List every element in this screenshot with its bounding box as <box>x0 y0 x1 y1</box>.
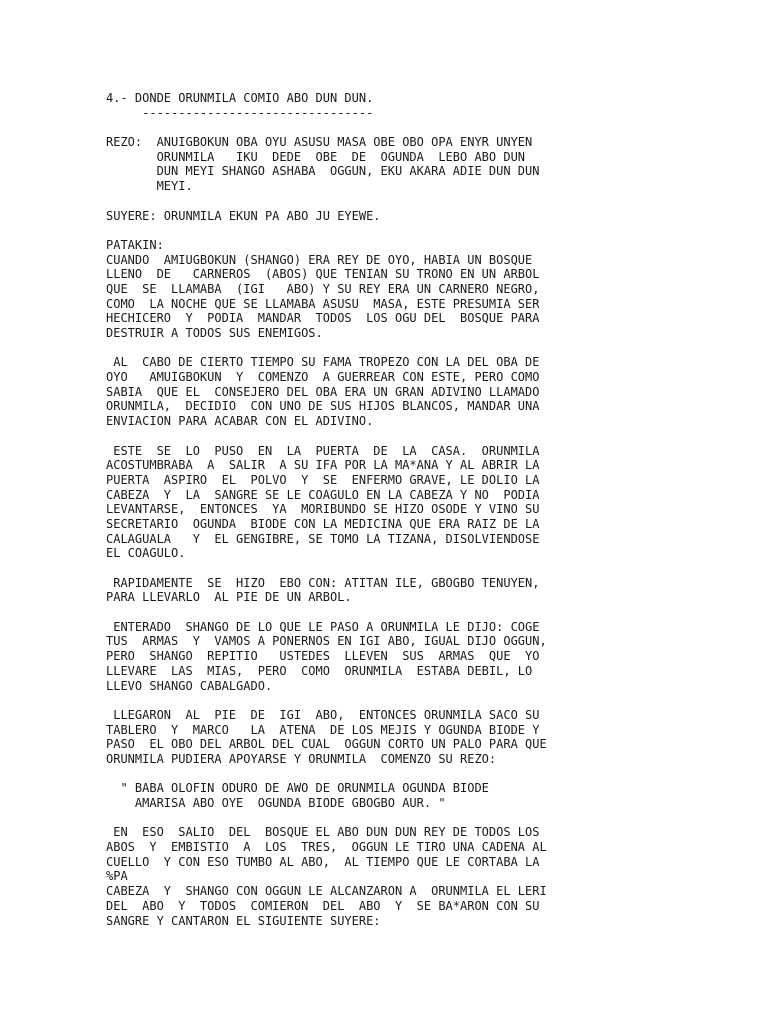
text-line: ORUNMILA PUDIERA APOYARSE Y ORUNMILA COMENZO SU REZO: <box>106 751 497 766</box>
text-line: %PA <box>106 869 128 884</box>
text-line: SABIA QUE EL CONSEJERO DEL OBA ERA UN GRAN ADIVINO LLAMADO <box>106 384 540 399</box>
text-line: ENVIACION PARA ACABAR CON EL ADIVINO. <box>106 414 374 429</box>
text-line: SANGRE Y CANTARON EL SIGUIENTE SUYERE: <box>106 913 381 928</box>
text-line: CUANDO AMIUGBOKUN (SHANGO) ERA REY DE OYO, HABIA UN BOSQUE <box>106 252 533 267</box>
text-line: EL COAGULO. <box>106 546 186 561</box>
text-line: PATAKIN: <box>106 237 164 252</box>
text-line: SECRETARIO OGUNDA BIODE CON LA MEDICINA QUE ERA RAIZ DE LA <box>106 516 540 531</box>
text-line: ENTERADO SHANGO DE LO QUE LE PASO A ORUNMILA LE DIJO: COGE <box>106 619 540 634</box>
text-line <box>106 605 746 620</box>
text-line: MEYI. <box>106 179 193 194</box>
text-line: PERO SHANGO REPITIO USTEDES LLEVEN SUS ARMAS QUE YO <box>106 649 540 664</box>
text-line: PASO EL OBO DEL ARBOL DEL CUAL OGGUN CORTO UN PALO PARA QUE <box>106 737 547 752</box>
text-line: REZO: ANUIGBOKUN OBA OYU ASUSU MASA OBE OBO OPA ENYR UNYEN <box>106 135 533 150</box>
text-line: LLEVO SHANGO CABALGADO. <box>106 678 273 693</box>
text-line: ORUNMILA IKU DEDE OBE DE OGUNDA LEBO ABO DUN <box>106 149 526 164</box>
text-line: DESTRUIR A TODOS SUS ENEMIGOS. <box>106 326 323 340</box>
text-line <box>106 767 746 782</box>
text-line: HECHICERO Y PODIA MANDAR TODOS LOS OGU DEL BOSQUE PARA <box>106 311 540 326</box>
text-line: ORUNMILA, DECIDIO CON UNO DE SUS HIJOS BLANCOS, MANDAR UNA <box>106 399 540 414</box>
text-line <box>106 429 746 444</box>
text-line: LEVANTARSE, ENTONCES YA MORIBUNDO SE HIZO OSODE Y VINO SU <box>106 502 540 517</box>
text-line <box>106 811 746 826</box>
text-line: ACOSTUMBRABA A SALIR A SU IFA POR LA MA*ANA Y AL ABRIR LA <box>106 458 540 473</box>
text-line <box>106 120 746 135</box>
text-line: TABLERO Y MARCO LA ATENA DE LOS MEJIS Y OGUNDA BIODE Y <box>106 722 540 737</box>
document-page <box>106 91 746 928</box>
text-line: LLENO DE CARNEROS (ABOS) QUE TENIAN SU TRONO EN UN ARBOL <box>106 267 540 282</box>
text-line: LLEGARON AL PIE DE IGI ABO, ENTONCES ORUNMILA SACO SU <box>106 707 540 722</box>
text-line: PARA LLEVARLO AL PIE DE UN ARBOL. <box>106 590 352 605</box>
text-line: OYO AMUIGBOKUN Y COMENZO A GUERREAR CON ESTE, PERO COMO <box>106 370 540 385</box>
text-line: AL CABO DE CIERTO TIEMPO SU FAMA TROPEZO CON LA DEL OBA DE <box>106 355 540 370</box>
text-line <box>106 561 746 576</box>
text-line <box>106 194 746 209</box>
text-line: ESTE SE LO PUSO EN LA PUERTA DE LA CASA. ORUNMILA <box>106 443 540 458</box>
text-line: CALAGUALA Y EL GENGIBRE, SE TOMO LA TIZANA, DISOLVIENDOSE <box>106 531 540 546</box>
text-line: CUELLO Y CON ESO TUMBO AL ABO, AL TIEMPO QUE LE CORTABA LA <box>106 854 540 869</box>
text-line: TUS ARMAS Y VAMOS A PONERNOS EN IGI ABO, IGUAL DIJO OGGUN, <box>106 634 547 649</box>
text-line: RAPIDAMENTE SE HIZO EBO CON: ATITAN ILE, GBOGBO TENUYEN, <box>106 575 540 590</box>
text-line: ABOS Y EMBISTIO A LOS TRES, OGGUN LE TIRO UNA CADENA AL <box>106 840 547 855</box>
text-line <box>106 223 746 238</box>
text-line: CABEZA Y SHANGO CON OGGUN LE ALCANZARON A ORUNMILA EL LERI <box>106 884 547 899</box>
text-line: 4.- DONDE ORUNMILA COMIO ABO DUN DUN. <box>106 91 374 105</box>
text-line: QUE SE LLAMABA (IGI ABO) Y SU REY ERA UN CARNERO NEGRO, <box>106 281 540 296</box>
text-line: " BABA OLOFIN ODURO DE AWO DE ORUNMILA OGUNDA BIODE <box>106 781 489 796</box>
text-line: AMARISA ABO OYE OGUNDA BIODE GBOGBO AUR. " <box>106 796 446 810</box>
text-line: SUYERE: ORUNMILA EKUN PA ABO JU EYEWE. <box>106 208 381 223</box>
text-line: EN ESO SALIO DEL BOSQUE EL ABO DUN DUN REY DE TODOS LOS <box>106 825 540 840</box>
text-line: DUN MEYI SHANGO ASHABA OGGUN, EKU AKARA ADIE DUN DUN <box>106 164 540 179</box>
text-line: DEL ABO Y TODOS COMIERON DEL ABO Y SE BA*ARON CON SU <box>106 898 540 913</box>
text-line: PUERTA ASPIRO EL POLVO Y SE ENFERMO GRAVE, LE DOLIO LA <box>106 472 540 487</box>
text-line <box>106 341 746 356</box>
text-line <box>106 693 746 708</box>
text-line: COMO LA NOCHE QUE SE LLAMABA ASUSU MASA, ESTE PRESUMIA SER <box>106 296 540 311</box>
text-line: CABEZA Y LA SANGRE SE LE COAGULO EN LA CABEZA Y NO PODIA <box>106 487 540 502</box>
text-line: -------------------------------- <box>106 105 374 120</box>
text-line: LLEVARE LAS MIAS, PERO COMO ORUNMILA ESTABA DEBIL, LO <box>106 663 533 678</box>
